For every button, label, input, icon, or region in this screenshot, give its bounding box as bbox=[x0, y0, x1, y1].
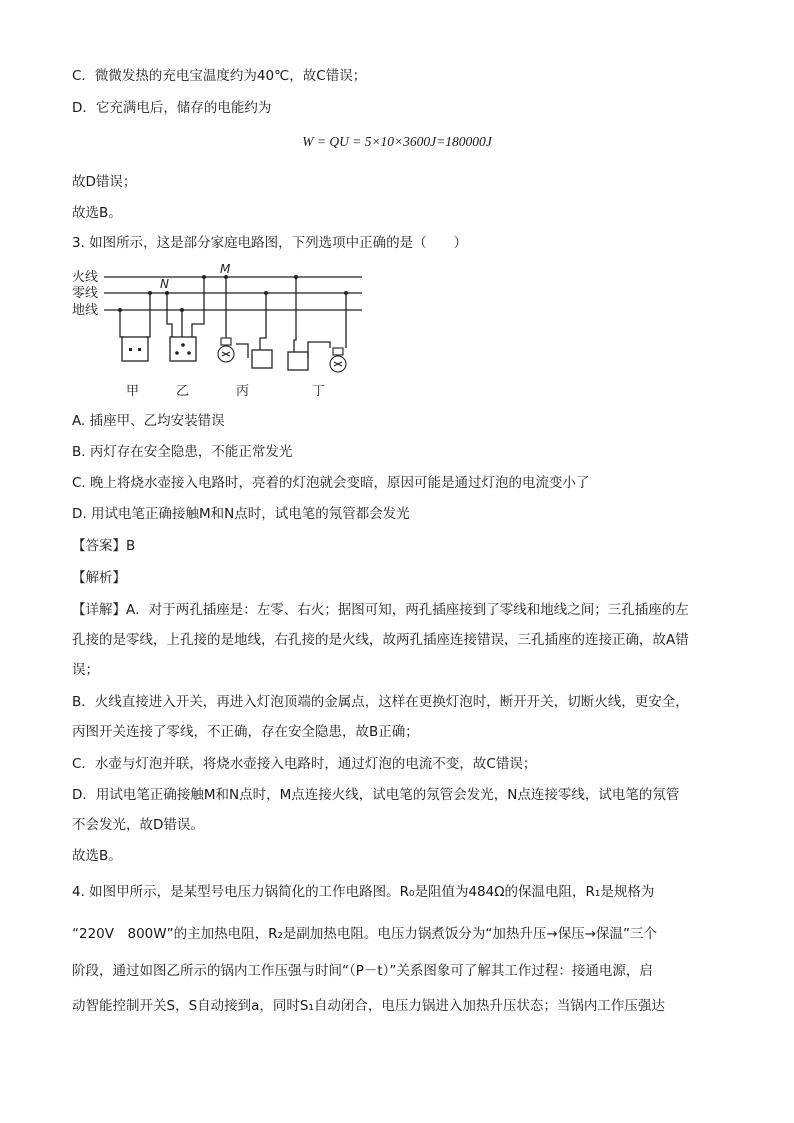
detail-line-1: 【详解】A．对于两孔插座是：左零、右火；据图可知，两孔插座接到了零线和地线之间；三孔插座的左 bbox=[72, 602, 689, 618]
bulb-bing-icon bbox=[218, 338, 234, 362]
energy-formula: W = QU = 5×10×3600J=180000J bbox=[302, 134, 492, 149]
question-4-line-1: 4. 如图甲所示，是某型号电压力锅简化的工作电路图。R₀是阻值为484Ω的保温电阻，R₁是规格为 bbox=[72, 884, 655, 900]
text-line-d: D．它充满电后，储存的电能约为 bbox=[72, 100, 272, 116]
detail-line-3: 误； bbox=[72, 662, 99, 678]
detail-line-6: C．水壶与灯泡并联，将烧水壶接入电路时，通过灯泡的电流不变，故C错误； bbox=[72, 756, 537, 772]
switch-bing-icon bbox=[252, 350, 272, 368]
answer-label: 【答案】B bbox=[72, 538, 136, 554]
text-line-c: C．微微发热的充电宝温度约为40℃，故C错误； bbox=[72, 68, 367, 84]
label-yi: 乙 bbox=[176, 384, 190, 399]
detail-line-9: 故选B。 bbox=[72, 848, 122, 864]
question-4-line-2: “220V 800W”的主加热电阻，R₂是副加热电阻。电压力锅煮饭分为“加热升压→保压→保温”三个 bbox=[72, 926, 658, 942]
label-ground-wire: 地线 bbox=[72, 303, 99, 318]
label-point-n: N bbox=[160, 277, 169, 291]
detail-line-7: D．用试电笔正确接触M和N点时，M点连接火线，试电笔的氖管会发光，N点连接零线，试电笔的氖管 bbox=[72, 787, 680, 803]
household-circuit-diagram bbox=[72, 262, 372, 400]
text-line-choose: 故选B。 bbox=[72, 205, 122, 221]
detail-line-8: 不会发光，故D错误。 bbox=[72, 817, 204, 833]
socket-yi-icon bbox=[170, 337, 196, 361]
bulb-ding-icon bbox=[330, 348, 346, 372]
question-3-stem: 3. 如图所示，这是部分家庭电路图，下列选项中正确的是（ ） bbox=[72, 235, 468, 251]
label-live-wire: 火线 bbox=[72, 270, 99, 285]
detail-line-4: B．火线直接进入开关，再进入灯泡顶端的金属点，这样在更换灯泡时，断开开关，切断火线，更安全， bbox=[72, 694, 689, 710]
detail-line-2: 孔接的是零线，上孔接的是地线，右孔接的是火线，故两孔插座连接错误，三孔插座的连接正确，故A错 bbox=[72, 632, 689, 648]
label-bing: 丙 bbox=[236, 384, 250, 399]
option-d: D. 用试电笔正确接触M和N点时，试电笔的氖管都会发光 bbox=[72, 506, 410, 522]
label-ding: 丁 bbox=[312, 384, 326, 399]
text-line-d-wrong: 故D错误； bbox=[72, 174, 137, 190]
detail-line-5: 丙图开关连接了零线，不正确，存在安全隐患，故B正确； bbox=[72, 724, 419, 740]
analysis-label: 【解析】 bbox=[72, 570, 126, 586]
label-point-m: M bbox=[220, 262, 231, 276]
switch-ding-icon bbox=[288, 352, 308, 370]
option-c: C. 晚上将烧水壶接入电路时，亮着的灯泡就会变暗，原因可能是通过灯泡的电流变小了 bbox=[72, 475, 590, 491]
label-neutral-wire: 零线 bbox=[72, 286, 99, 301]
question-4-line-4: 动智能控制开关S，S自动接到a，同时S₁自动闭合，电压力锅进入加热升压状态；当锅内工作压强达 bbox=[72, 998, 665, 1014]
socket-jia-icon bbox=[122, 337, 148, 361]
question-4-line-3: 阶段，通过如图乙所示的锅内工作压强与时间“（P－t）”关系图象可了解其工作过程：接通电源，启 bbox=[72, 963, 653, 979]
label-jia: 甲 bbox=[126, 384, 140, 399]
option-b: B. 丙灯存在安全隐患，不能正常发光 bbox=[72, 444, 293, 460]
option-a: A. 插座甲、乙均安装错误 bbox=[72, 413, 225, 429]
